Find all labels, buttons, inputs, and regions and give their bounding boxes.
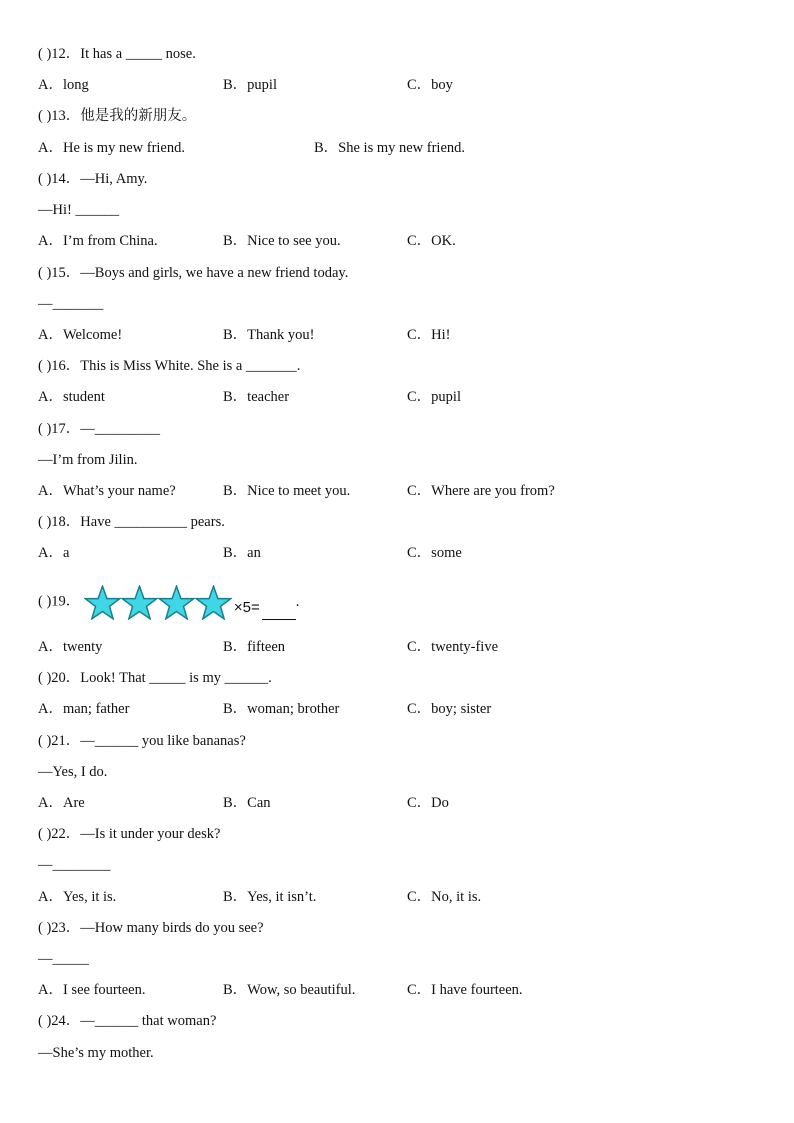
option-a: A．long bbox=[38, 77, 89, 93]
option-b: B．Thank you! bbox=[223, 327, 315, 343]
option-c: C．OK. bbox=[407, 233, 456, 249]
question-12-options bbox=[38, 75, 758, 95]
option-c: C．I have fourteen. bbox=[407, 982, 523, 998]
star-icon bbox=[195, 585, 232, 620]
option-c: C．boy bbox=[407, 77, 453, 93]
star-icon bbox=[121, 585, 158, 620]
question-20-stem: ( )20．Look! That _____ is my ______. bbox=[38, 670, 272, 686]
option-a: A．I’m from China. bbox=[38, 233, 158, 249]
question-19-options bbox=[38, 637, 758, 657]
question-22-options bbox=[38, 887, 758, 907]
question-18-options bbox=[38, 543, 758, 563]
option-b: B．Nice to see you. bbox=[223, 233, 341, 249]
option-b: B．Nice to meet you. bbox=[223, 483, 351, 499]
question-13-stem: ( )13．他是我的新朋友。 bbox=[38, 108, 197, 124]
question-16-options bbox=[38, 387, 758, 407]
question-19-label: ( )19． bbox=[38, 593, 81, 610]
option-a: A．a bbox=[38, 545, 70, 561]
option-a: A．student bbox=[38, 389, 105, 405]
option-a: A．Are bbox=[38, 795, 85, 811]
question-23-dialogue: —_____ bbox=[38, 951, 89, 967]
option-c: C．Hi! bbox=[407, 327, 451, 343]
option-c: C．twenty-five bbox=[407, 639, 499, 655]
question-21-stem: ( )21．—______ you like bananas? bbox=[38, 733, 246, 749]
question-17-dialogue: —I’m from Jilin. bbox=[38, 452, 138, 468]
question-22-dialogue: —________ bbox=[38, 857, 111, 873]
option-b: B．She is my new friend. bbox=[314, 140, 466, 156]
question-21-dialogue: —Yes, I do. bbox=[38, 764, 108, 780]
question-15-options bbox=[38, 325, 758, 345]
question-14-stem: ( )14．—Hi, Amy. bbox=[38, 171, 148, 187]
star-icon bbox=[158, 585, 195, 620]
star-icon bbox=[84, 585, 121, 620]
question-19-period: . bbox=[295, 593, 300, 610]
option-c: C．Do bbox=[407, 795, 449, 811]
option-c: C．some bbox=[407, 545, 462, 561]
answer-blank bbox=[262, 605, 296, 620]
question-15-dialogue: —_______ bbox=[38, 296, 104, 312]
option-a: A．Welcome! bbox=[38, 327, 123, 343]
option-c: C．No, it is. bbox=[407, 889, 482, 905]
times-five-label: ×5= bbox=[233, 598, 260, 616]
option-c: C．pupil bbox=[407, 389, 461, 405]
option-b: B．pupil bbox=[223, 77, 277, 93]
question-24-dialogue: —She’s my mother. bbox=[38, 1045, 154, 1061]
option-b: B．teacher bbox=[223, 389, 290, 405]
option-a: A．What’s your name? bbox=[38, 483, 176, 499]
option-a: A．He is my new friend. bbox=[38, 140, 185, 156]
question-16-stem: ( )16．This is Miss White. She is a _______. bbox=[38, 358, 301, 374]
question-15-stem: ( )15．—Boys and girls, we have a new friend today. bbox=[38, 265, 349, 281]
question-22-stem: ( )22．—Is it under your desk? bbox=[38, 826, 221, 842]
option-a: A．twenty bbox=[38, 639, 103, 655]
question-12-stem: ( )12．It has a _____ nose. bbox=[38, 46, 196, 62]
question-24-stem: ( )24．—______ that woman? bbox=[38, 1013, 217, 1029]
question-17-options bbox=[38, 481, 758, 501]
question-18-stem: ( )18．Have __________ pears. bbox=[38, 514, 225, 530]
question-23-options bbox=[38, 980, 758, 1000]
question-20-options bbox=[38, 699, 758, 719]
option-b: B．woman; brother bbox=[223, 701, 340, 717]
option-a: A．Yes, it is. bbox=[38, 889, 117, 905]
question-14-dialogue: —Hi! ______ bbox=[38, 202, 119, 218]
question-19-stem bbox=[38, 583, 299, 619]
option-b: B．an bbox=[223, 545, 261, 561]
option-b: B．Yes, it isn’t. bbox=[223, 889, 317, 905]
option-c: C．Where are you from? bbox=[407, 483, 555, 499]
option-b: B．Wow, so beautiful. bbox=[223, 982, 356, 998]
question-21-options bbox=[38, 793, 758, 813]
question-13-options bbox=[38, 138, 758, 158]
option-b: B．Can bbox=[223, 795, 271, 811]
question-23-stem: ( )23．—How many birds do you see? bbox=[38, 920, 264, 936]
option-c: C．boy; sister bbox=[407, 701, 492, 717]
question-17-stem: ( )17．—_________ bbox=[38, 421, 161, 437]
option-a: A．I see fourteen. bbox=[38, 982, 146, 998]
star-group bbox=[84, 584, 300, 620]
option-a: A．man; father bbox=[38, 701, 130, 717]
option-b: B．fifteen bbox=[223, 639, 286, 655]
question-14-options bbox=[38, 231, 758, 251]
